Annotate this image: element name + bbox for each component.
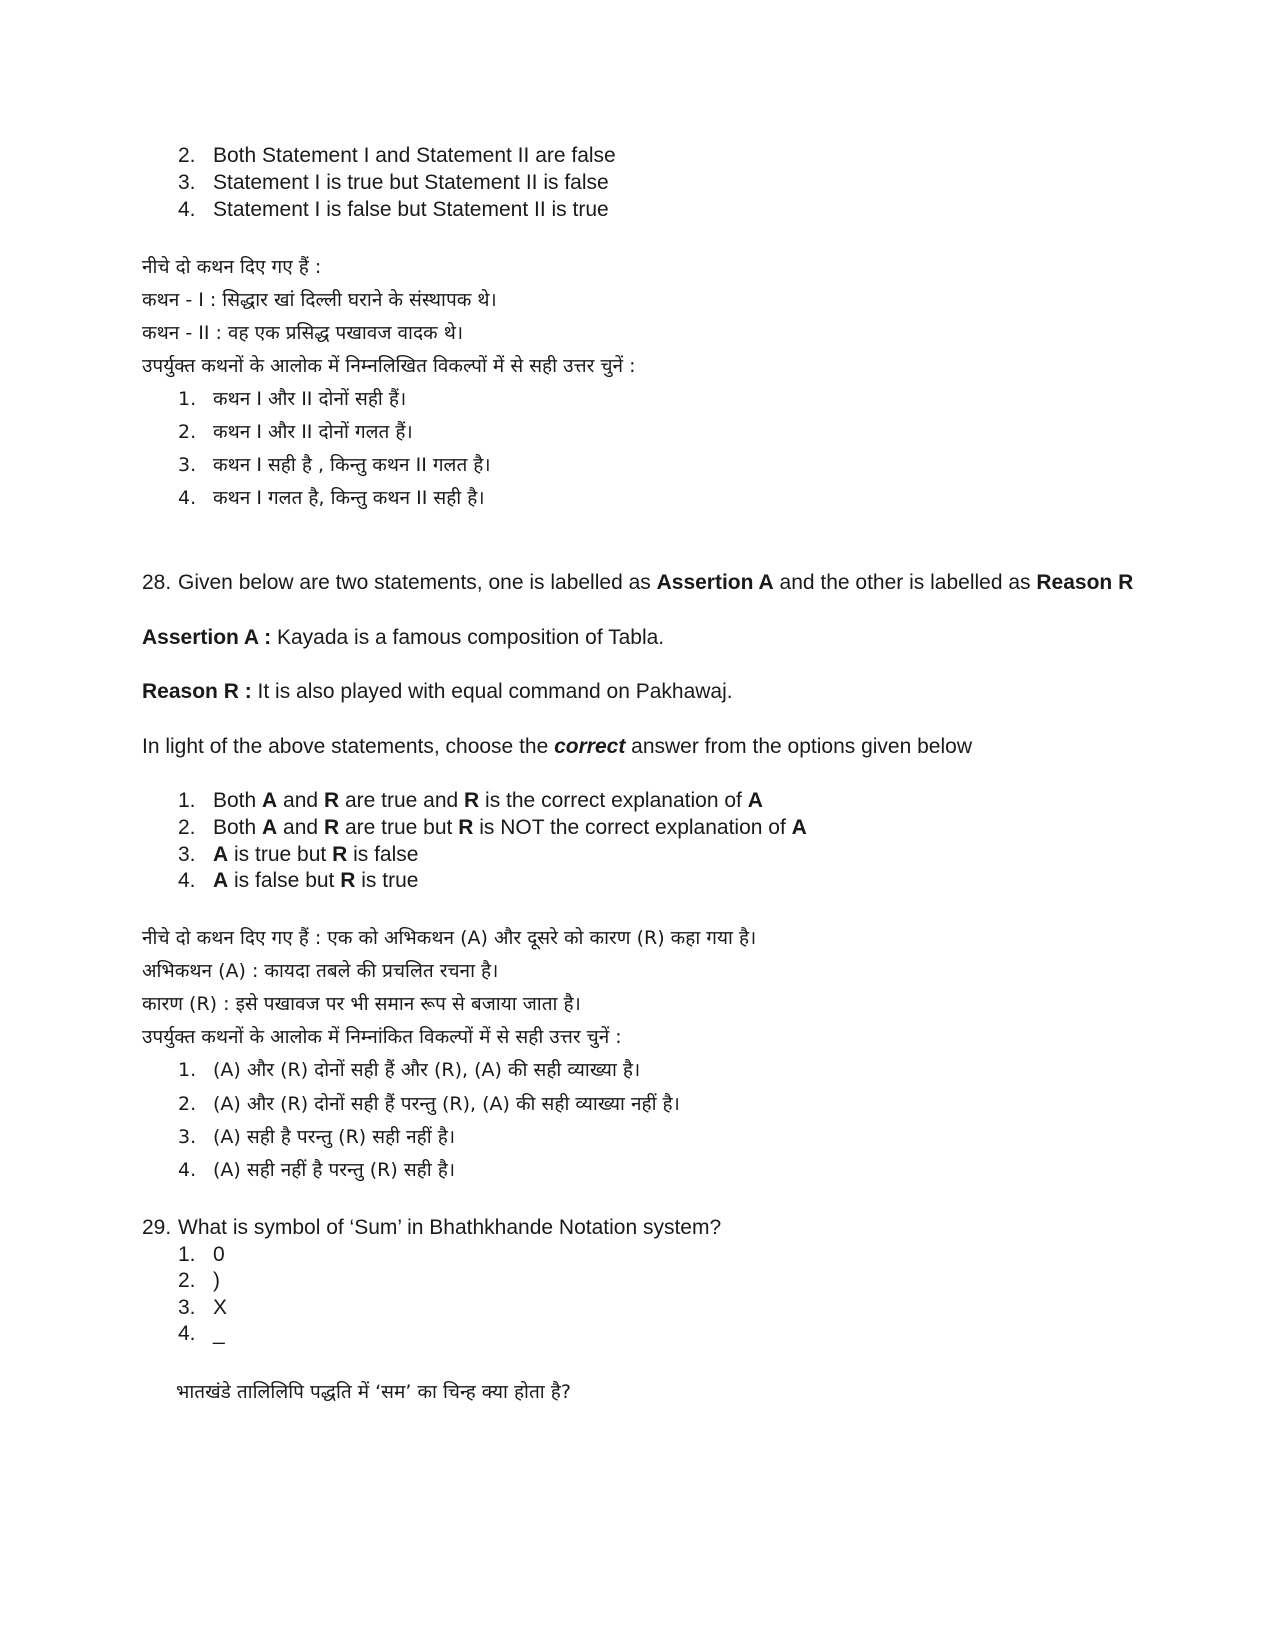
option-number: 1. [178,789,196,812]
hindi-instruction: उपर्युक्त कथनों के आलोक में निम्नलिखित विकल्पों में से सही उत्तर चुनें : [142,355,636,377]
option-text: कथन I सही है , किन्तु कथन II गलत है। [213,454,491,476]
option-number: 2. [178,421,197,443]
option-number: 1. [178,388,197,410]
option-text: _ [213,1322,225,1345]
option-number: 2. [178,1269,196,1292]
option-text: ) [213,1269,220,1292]
option-number: 4. [178,1159,197,1181]
reason-line: Reason R : It is also played with equal command on Pakhawaj. [142,680,733,703]
option-text: A is false but R is true [213,869,419,892]
option-number: 3. [178,1126,197,1148]
option-number: 3. [178,171,196,194]
option-number: 1. [178,1059,197,1081]
hindi-assertion: अभिकथन (A) : कायदा तबले की प्रचलित रचना है। [142,960,499,982]
question-number: 29. [142,1216,172,1239]
option-text: कथन I और II दोनों गलत हैं। [213,421,413,443]
option-number: 1. [178,1243,196,1266]
option-number: 2. [178,1093,197,1115]
option-text: (A) सही नहीं है परन्तु (R) सही है। [213,1159,456,1181]
option-text: (A) और (R) दोनों सही हैं परन्तु (R), (A) की सही व्याख्या नहीं है। [213,1093,680,1115]
option-text: Both A and R are true but R is NOT the correct explanation of A [213,816,807,839]
hindi-question: भातखंडे तालिलिपि पद्धति में ‘सम’ का चिन्ह क्या होता है? [176,1381,571,1403]
hindi-statement-1: कथन - I : सिद्धार खां दिल्ली घराने के संस्थापक थे। [142,289,497,311]
option-text: A is true but R is false [213,843,419,866]
option-number: 3. [178,843,196,866]
option-number: 3. [178,1296,196,1319]
option-number: 3. [178,454,197,476]
question-stem: Given below are two statements, one is labelled as Assertion A and the other is labelled as Reason R [178,571,1134,594]
option-number: 4. [178,1322,196,1345]
option-text: कथन I गलत है, किन्तु कथन II सही है। [213,487,485,509]
option-number: 4. [178,487,197,509]
question-stem: What is symbol of ‘Sum’ in Bhathkhande Notation system? [178,1216,722,1239]
option-text: (A) सही है परन्तु (R) सही नहीं है। [213,1126,456,1148]
option-number: 4. [178,198,196,221]
option-text: Statement I is true but Statement II is false [213,171,609,194]
option-text: Both A and R are true and R is the correct explanation of A [213,789,763,812]
hindi-intro: नीचे दो कथन दिए गए हैं : एक को अभिकथन (A) और दूसरे को कारण (R) कहा गया है। [142,927,757,949]
hindi-statement-2: कथन - II : वह एक प्रसिद्ध पखावज वादक थे। [142,322,464,344]
option-number: 2. [178,144,196,167]
question-number: 28. [142,571,172,594]
assertion-line: Assertion A : Kayada is a famous composition of Tabla. [142,626,665,649]
option-text: कथन I और II दोनों सही हैं। [213,388,407,410]
option-number: 4. [178,869,196,892]
option-text: X [213,1296,228,1319]
hindi-instruction: उपर्युक्त कथनों के आलोक में निम्नांकित विकल्पों में से सही उत्तर चुनें : [142,1026,622,1048]
option-text: Statement I is false but Statement II is true [213,198,609,221]
option-text: (A) और (R) दोनों सही हैं और (R), (A) की सही व्याख्या है। [213,1059,641,1081]
instruction-line: In light of the above statements, choose the correct answer from the options given below [142,735,972,758]
hindi-intro: नीचे दो कथन दिए गए हैं : [142,256,322,278]
option-number: 2. [178,816,196,839]
option-text: 0 [213,1243,225,1266]
hindi-reason: कारण (R) : इसे पखावज पर भी समान रूप से बजाया जाता है। [142,993,581,1015]
option-text: Both Statement I and Statement II are false [213,144,616,167]
